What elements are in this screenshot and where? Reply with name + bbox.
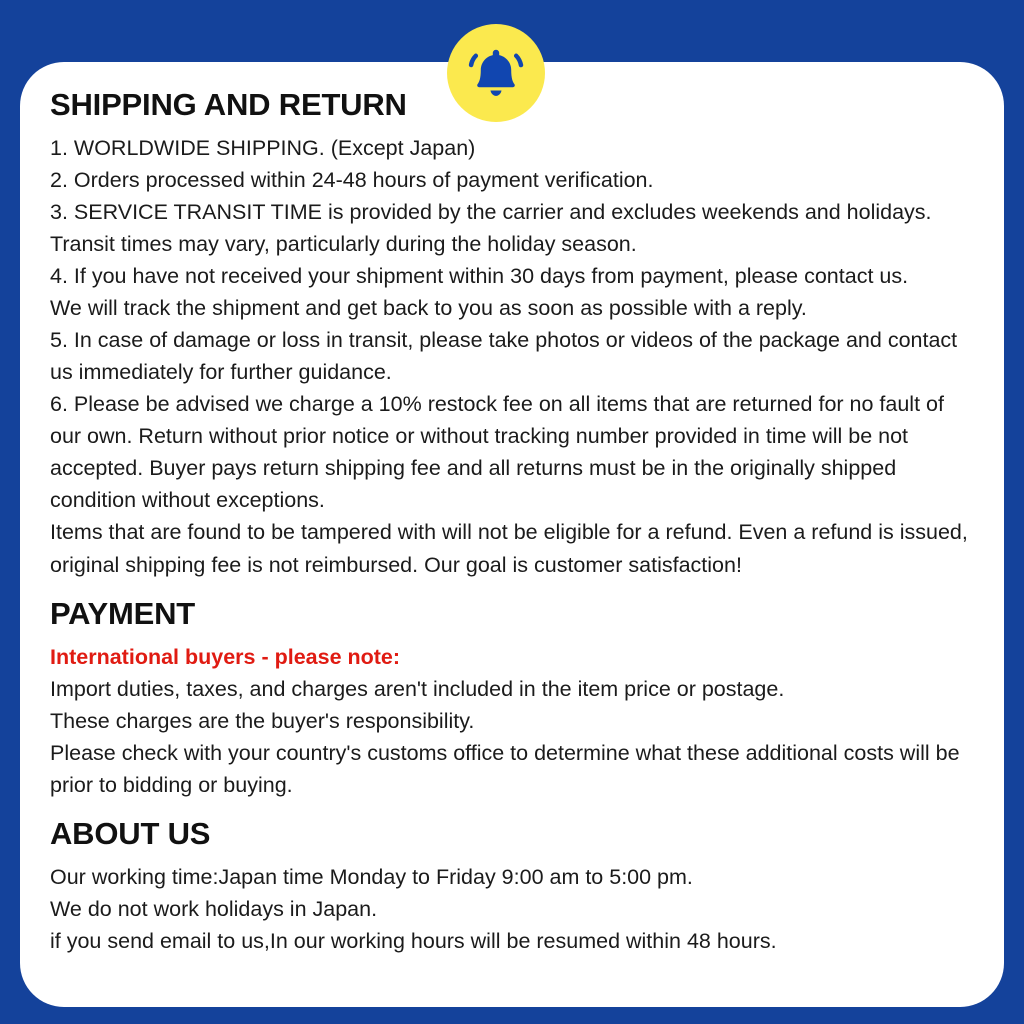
about-line-1: Our working time:Japan time Monday to Friday 9:00 am to 5:00 pm. (50, 864, 693, 889)
shipping-line-3: 3. SERVICE TRANSIT TIME is provided by the carrier and excludes weekends and holidays. (50, 200, 932, 225)
shipping-line-6: We will track the shipment and get back to you as soon as possible with a reply. (50, 296, 807, 321)
shipping-line-4: Transit times may vary, particularly during the holiday season. (50, 232, 637, 257)
payment-line-3: Please check with your country's customs office to determine what these additional costs will be prior to bidding or buying. (50, 740, 960, 797)
shipping-line-1: 1. WORLDWIDE SHIPPING. (Except Japan) (50, 136, 476, 161)
section-shipping-and-return (50, 88, 974, 581)
section-title-shipping: SHIPPING AND RETURN (50, 87, 407, 122)
section-title-payment: PAYMENT (50, 595, 196, 631)
payment-line-1: Import duties, taxes, and charges aren't included in the item price or postage. (50, 676, 785, 701)
payment-line-2: These charges are the buyer's responsibility. (50, 708, 475, 733)
payment-highlight: International buyers - please note: (50, 644, 401, 669)
content-card (20, 62, 1004, 1007)
section-payment (50, 597, 974, 801)
shipping-line-2: 2. Orders processed within 24-48 hours of payment verification. (50, 168, 654, 193)
bell-icon (465, 42, 527, 104)
about-line-2: We do not work holidays in Japan. (50, 896, 378, 921)
shipping-line-9: Items that are found to be tampered with will not be eligible for a refund. Even a refund is issued, original shipping fee is not reimbursed. Our goal is customer satisfaction! (50, 520, 968, 577)
section-about-us (50, 817, 974, 957)
notification-badge (447, 24, 545, 122)
shipping-line-5: 4. If you have not received your shipment within 30 days from payment, please contact us. (50, 264, 909, 289)
shipping-line-7: 5. In case of damage or loss in transit, please take photos or videos of the package and contact us immediately for further guidance. (50, 328, 958, 385)
section-title-about: ABOUT US (50, 815, 211, 851)
about-line-3: if you send email to us,In our working hours will be resumed within 48 hours. (50, 928, 777, 953)
shipping-line-8: 6. Please be advised we charge a 10% restock fee on all items that are returned for no fault of our own. Return without prior notice or without tracking number provided in time will be not accepted. Buyer pays return shipping fee and all returns must be in the originally shipped condition without exceptions. (50, 392, 944, 513)
